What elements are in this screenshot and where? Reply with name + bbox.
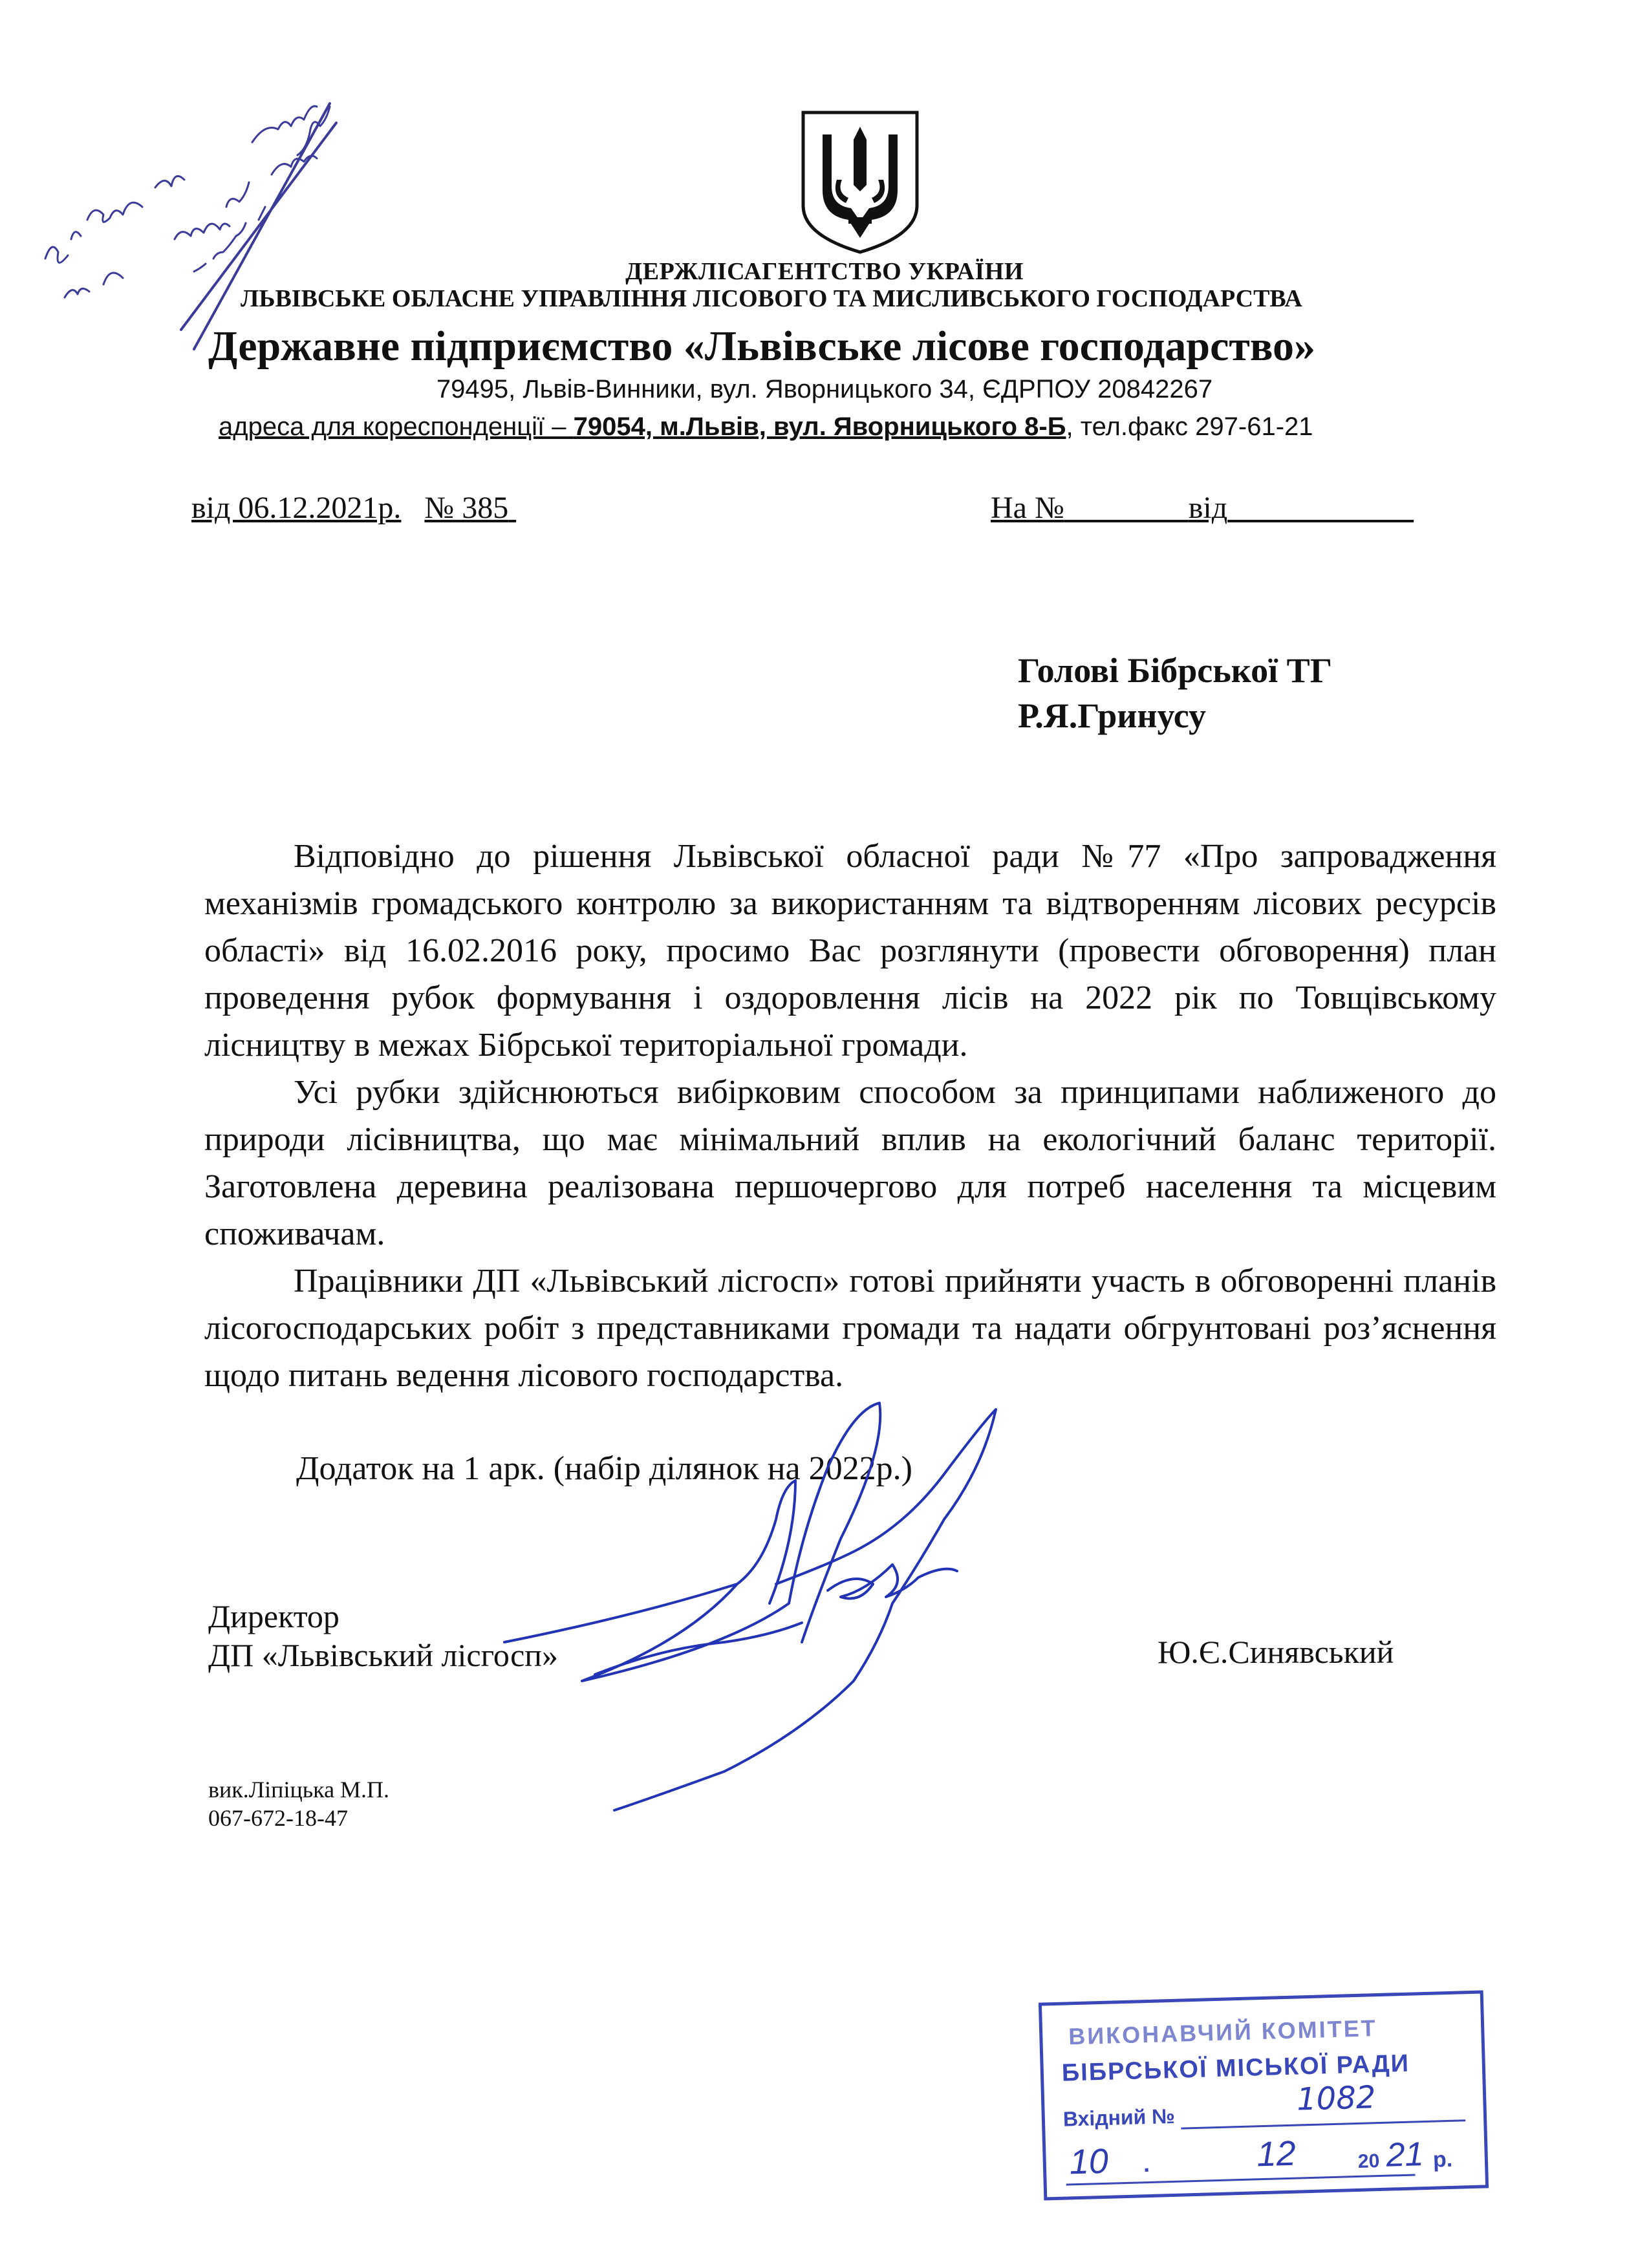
stamp-month: 12	[1256, 2134, 1297, 2174]
outgoing-reference	[191, 490, 516, 526]
outgoing-number: № 385	[424, 491, 509, 525]
executor-name: вик.Ліпіцька М.П.	[208, 1777, 390, 1803]
body-paragraph-1: Відповідно до рішення Львівської обласної ради №77 «Про запровадження механізмів громадського контролю за використанням та відтворенням лісових ресурсів області» від 16.02.2016 року, просимо Вас розглянути (провести обговорення) план проведення рубок формування і оздоровлення лісів на 2022 рік по Товщівському лісництву в межах Бібрської територіальної громади.	[204, 838, 1496, 1064]
stamp-day: 10	[1068, 2141, 1109, 2182]
agency-name: ДЕРЖЛІСАГЕНТСТВО УКРАЇНИ	[625, 258, 1024, 285]
stamp-committee: ВИКОНАВЧИЙ КОМІТЕТ	[1068, 2015, 1378, 2050]
department-name: ЛЬВІВСЬКЕ ОБЛАСНЕ УПРАВЛІННЯ ЛІСОВОГО ТА МИСЛИВСЬКОГО ГОСПОДАРСТВА	[241, 285, 1302, 312]
executor-phone: 067-672-18-47	[208, 1805, 348, 1831]
executor-info	[208, 1775, 389, 1832]
reply-from-label: від	[1188, 491, 1228, 525]
reply-number-label: На №	[991, 491, 1064, 525]
incoming-registration-stamp: ВИКОНАВЧИЙ КОМІТЕТ БІБРСЬКОЇ МІСЬКОЇ РАДИ Вхідний № 1082 10 . 12 20 21 р.	[1039, 1990, 1489, 2200]
phone-fax: , тел.факс 297-61-21	[1066, 412, 1313, 441]
correspondence-address: 79054, м.Львів, вул. Яворницького 8-Б	[573, 412, 1066, 441]
addressee-name: Р.Я.Гринусу	[1018, 696, 1207, 735]
stamp-year-prefix: 20	[1357, 2150, 1380, 2172]
body-paragraph-2: Усі рубки здійснюються вибірковим способом за принципами наближеного до природи лісівництва, що має мінімальний вплив на екологічний баланс території. Заготовлена деревина реалізована першочергово для потреб населення та місцевим споживачам.	[204, 1074, 1496, 1252]
letter-body	[204, 833, 1496, 1399]
correspondence-address-line	[219, 412, 1313, 442]
signatory-organization: ДП «Львівський лісгосп»	[208, 1637, 559, 1673]
stamp-incoming-label: Вхідний №	[1062, 2104, 1176, 2131]
stamp-year-suffix: 21	[1385, 2135, 1425, 2174]
signatory-title: Директор	[208, 1598, 339, 1634]
stamp-incoming-number: 1082	[1296, 2079, 1377, 2118]
signatory-name: Ю.Є.Синявський	[1158, 1634, 1394, 1670]
correspondence-prefix: адреса для кореспонденції –	[219, 412, 574, 441]
legal-address: 79495, Львів-Винники, вул. Яворницького 34, ЄДРПОУ 20842267	[436, 375, 1213, 403]
attachment-note: Додаток на 1 арк. (набір ділянок на 2022р.)	[296, 1450, 912, 1487]
incoming-reference	[991, 490, 1414, 526]
company-name: Державне підприємство «Львівське лісове господарство»	[208, 323, 1316, 370]
stamp-year-unit: р.	[1432, 2146, 1453, 2172]
outgoing-date: від 06.12.2021р.	[191, 491, 402, 525]
body-paragraph-3: Працівники ДП «Львівський лісгосп» готові прийняти участь в обговоренні планів лісогосподарських робіт з представниками громади та надати обгрунтовані роз’яснення щодо питань ведення лісового господарства.	[204, 1263, 1496, 1394]
addressee-title: Голові Бібрської ТГ	[1018, 651, 1333, 690]
coat-of-arms-trident-icon	[797, 109, 923, 255]
stamp-council: БІБРСЬКОЇ МІСЬКОЇ РАДИ	[1061, 2049, 1410, 2087]
handwritten-signature	[491, 1371, 1073, 1823]
